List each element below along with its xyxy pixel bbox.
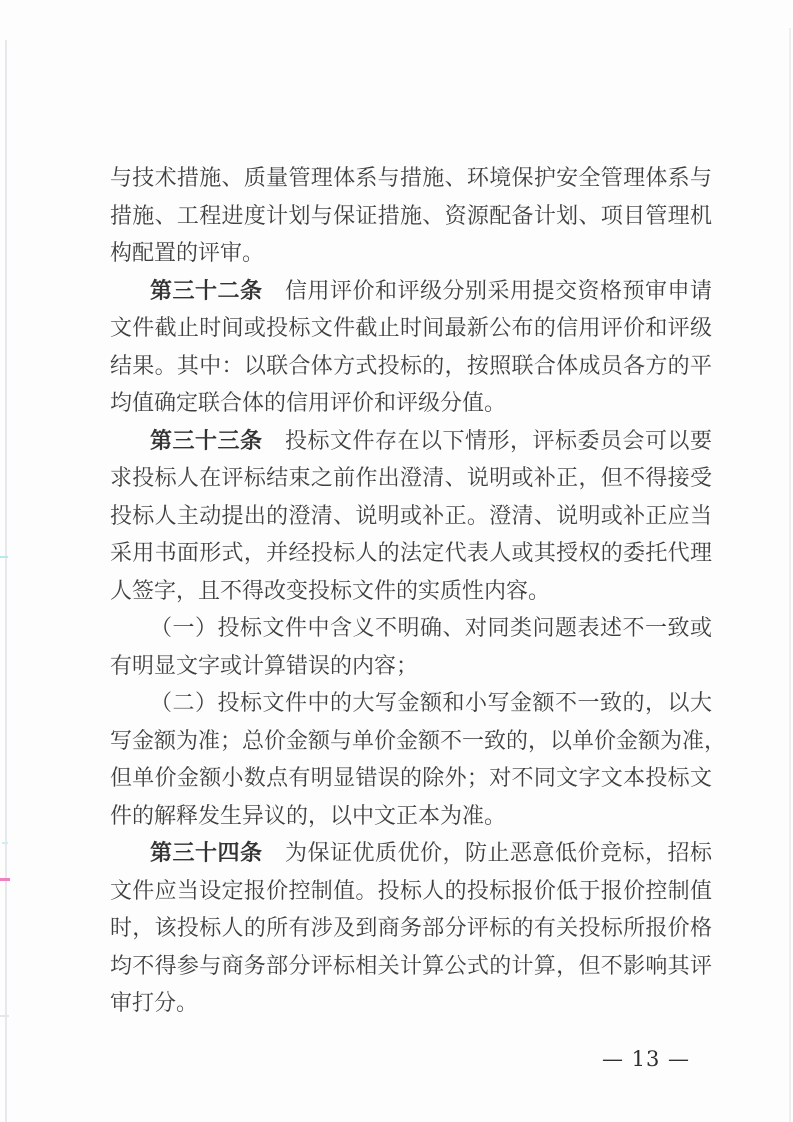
scan-artifact-cyan-dash	[2, 842, 8, 844]
text-line	[110, 760, 712, 798]
text-line	[110, 573, 712, 611]
scan-edge-line-right	[789, 28, 791, 1122]
text-run: 构配置的评审。	[110, 241, 265, 266]
text-line	[110, 685, 712, 723]
text-run: 时，该投标人的所有涉及到商务部分评标的有关投标所报价格	[110, 916, 712, 941]
text-line	[110, 385, 712, 423]
document-body	[110, 160, 727, 1023]
text-run: 件的解释发生异议的，以中文正本为准。	[110, 803, 507, 829]
text-run: 人签字，且不得改变投标文件的实质性内容。	[110, 578, 551, 604]
scan-artifact-pink-dash	[0, 878, 10, 881]
text-run: 措施、工程进度计划与保证措施、资源配备计划、项目管理机	[110, 203, 712, 229]
text-line	[110, 798, 712, 836]
text-run: 但单价金额小数点有明显错误的除外；对不同文字文本投标文	[110, 766, 712, 791]
text-line	[110, 310, 712, 348]
text-line	[110, 460, 712, 498]
text-line	[110, 610, 712, 648]
text-line	[110, 498, 712, 536]
text-line	[110, 648, 712, 686]
text-line	[110, 235, 712, 273]
text-run: 文件截止时间或投标文件截止时间最新公布的信用评价和评级	[110, 316, 712, 341]
text-line	[110, 985, 712, 1023]
text-line	[110, 198, 712, 236]
page-number: — 13 —	[601, 1047, 691, 1071]
scan-artifact-gray-dash	[0, 1015, 9, 1017]
text-run: 与技术措施、质量管理体系与措施、环境保护安全管理体系与	[110, 166, 712, 191]
text-run: 有明显文字或计算错误的内容；	[110, 653, 419, 679]
text-line	[110, 835, 712, 873]
text-run: 文件应当设定报价控制值。投标人的投标报价低于报价控制值	[110, 878, 712, 904]
text-line	[110, 535, 712, 573]
text-line	[110, 160, 712, 198]
scan-edge-line-left	[5, 40, 7, 1122]
article-number: 第三十三条	[150, 427, 263, 454]
text-run: （一）投标文件中含义不明确、对同类问题表述不一致或	[150, 616, 712, 641]
text-run: 求投标人在评标结束之前作出澄清、说明或补正，但不得接受	[110, 466, 712, 491]
text-run: 审打分。	[110, 991, 199, 1016]
text-run: 均值确定联合体的信用评价和评级分值。	[110, 391, 507, 416]
scan-artifact-cyan-dash	[0, 556, 8, 558]
text-run: （二）投标文件中的大写金额和小写金额不一致的，以大	[150, 691, 712, 716]
text-line	[110, 873, 712, 911]
text-line	[110, 910, 712, 948]
text-line	[110, 948, 712, 986]
text-line	[110, 423, 712, 461]
article-number: 第三十二条	[150, 277, 263, 304]
text-line	[110, 348, 712, 386]
text-run: 结果。其中：以联合体方式投标的，按照联合体成员各方的平	[110, 353, 712, 379]
text-run: 投标文件存在以下情形，评标委员会可以要	[262, 428, 712, 454]
text-run: 信用评价和评级分别采用提交资格预审申请	[262, 278, 712, 304]
article-number: 第三十四条	[150, 840, 263, 866]
text-run: 采用书面形式，并经投标人的法定代表人或其授权的委托代理	[110, 541, 712, 566]
text-run: 为保证优质优价，防止恶意低价竞标，招标	[262, 841, 712, 866]
text-run: 均不得参与商务部分评标相关计算公式的计算，但不影响其评	[110, 953, 712, 979]
text-line	[110, 273, 712, 311]
text-run: 写金额为准；总价金额与单价金额不一致的，以单价金额为准，	[110, 728, 727, 754]
text-run: 投标人主动提出的澄清、说明或补正。澄清、说明或补正应当	[110, 503, 712, 529]
text-line	[110, 723, 727, 761]
